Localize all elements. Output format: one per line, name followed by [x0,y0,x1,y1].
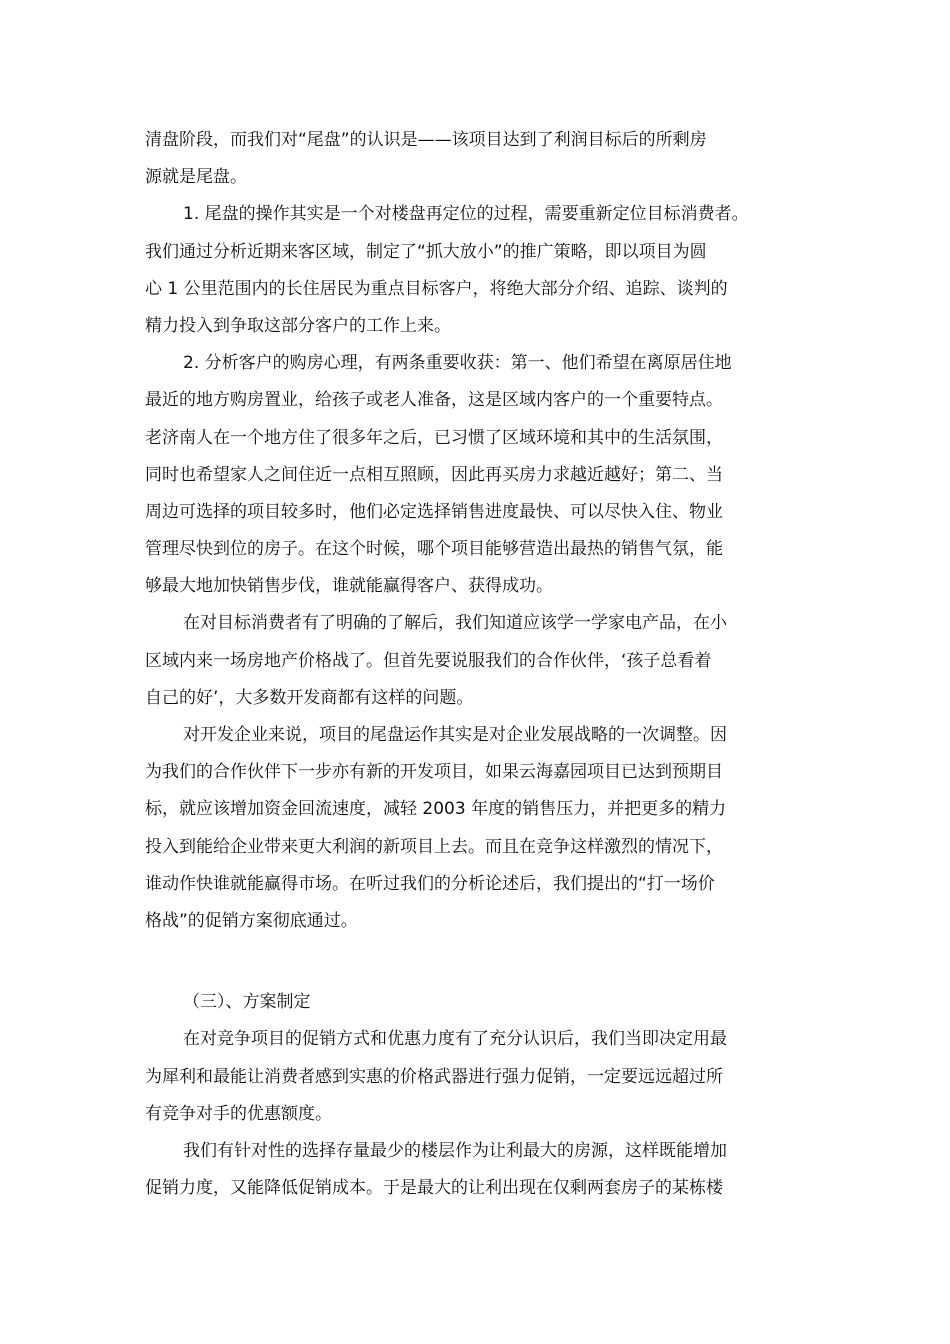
text-line: 精力投入到争取这部分客户的工作上来。 [145,315,451,336]
text-line: 心 1 公里范围内的长住居民为重点目标客户，将绝大部分介绍、追踪、谈判的 [145,278,728,299]
text-line: 最近的地方购房置业，给孩子或老人准备，这是区域内客户的一个重要特点。 [145,390,723,411]
paragraph-point-2 [145,345,810,605]
text-line: 对开发企业来说，项目的尾盘运作其实是对企业发展战略的一次调整。因 [183,725,727,745]
text-line: 自己的好’，大多数开发商都有这样的问题。 [145,687,474,708]
paragraph-target-consumers [145,605,810,717]
text-line: 老济南人在一个地方住了很多年之后，已习惯了区域环境和其中的生活氛围， [145,427,723,448]
text-line: 我们有针对性的选择存量最少的楼层作为让利最大的房源，这样既能增加 [183,1140,727,1161]
text-line: 清盘阶段，而我们对“尾盘”的认识是——该项目达到了利润目标后的所剩房 [145,130,707,150]
text-line: 格战”的促销方案彻底通过。 [145,910,358,931]
paragraph-inventory-selection [145,1133,810,1207]
text-line: 标，就应该增加资金回流速度，减轻 2003 年度的销售压力，并把更多的精力 [145,799,727,820]
paragraph-plan-decision [145,1021,810,1133]
text-line: 区域内来一场房地产价格战了。但首先要说服我们的合作伙伴，‘孩子总看着 [145,650,712,671]
text-line: 周边可选择的项目较多时，他们必定选择销售进度最快、可以尽快入住、物业 [145,501,723,522]
blank-line [145,940,810,984]
paragraph-developer-strategy [145,717,810,940]
text-line: 为我们的合作伙伴下一步亦有新的开发项目，如果云海嘉园项目已达到预期目 [145,762,723,783]
text-line: 谁动作快谁就能赢得市场。在听过我们的分析论述后，我们提出的“打一场价 [145,873,715,894]
text-line: 在对目标消费者有了明确的了解后，我们知道应该学一学家电产品，在小 [183,613,727,634]
section-heading: （三）、方案制定 [183,992,311,1013]
paragraph-point-1 [145,196,810,345]
text-line: 有竞争对手的优惠额度。 [145,1103,332,1124]
text-line: 源就是尾盘。 [145,167,247,188]
text-line: 促销力度，又能降低促销成本。于是最大的让利出现在仅剩两套房子的某栋楼 [145,1178,723,1199]
text-line: 1. 尾盘的操作其实是一个对楼盘再定位的过程，需要重新定位目标消费者。 [183,204,749,225]
text-line: 在对竞争项目的促销方式和优惠力度有了充分认识后，我们当即决定用最 [183,1029,727,1050]
text-line: 我们通过分析近期来客区域，制定了“抓大放小”的推广策略，即以项目为圆 [145,241,707,262]
text-line: 够最大地加快销售步伐，谁就能赢得客户、获得成功。 [145,576,553,597]
text-line: 2. 分析客户的购房心理，有两条重要收获：第一、他们希望在离原居住地 [183,353,732,374]
text-line: 为犀利和最能让消费者感到实惠的价格武器进行强力促销，一定要远远超过所 [145,1066,723,1087]
document-body [145,122,810,1207]
text-line: 同时也希望家人之间住近一点相互照顾，因此再买房力求越近越好；第二、当 [145,464,723,485]
paragraph-continuation [145,122,810,196]
text-line: 管理尽快到位的房子。在这个时候，哪个项目能够营造出最热的销售气氛，能 [145,539,723,560]
text-line: 投入到能给企业带来更大利润的新项目上去。而且在竞争这样激烈的情况下， [145,836,723,857]
